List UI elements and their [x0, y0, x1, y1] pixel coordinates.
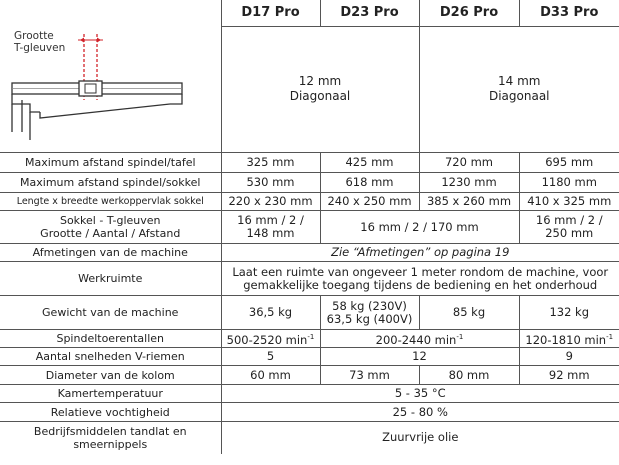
row-label: Maximum afstand spindel/tafel — [0, 153, 221, 173]
row-label: Relatieve vochtigheid — [0, 403, 221, 422]
cell-value: 1230 mm — [419, 173, 519, 193]
row-label: Sokkel - T-gleuven Grootte / Aantal / Afstand — [0, 211, 221, 244]
table-row — [0, 330, 619, 348]
cell-value: Zie “Afmetingen” op pagina 19 — [221, 244, 619, 262]
cell-value: 385 x 260 mm — [419, 193, 519, 211]
cell-value: 1180 mm — [519, 173, 619, 193]
table-row — [0, 262, 619, 296]
cell-value: 200-2440 $\min^{-1}$ — [320, 330, 519, 348]
row-label: Lengte x breedte werkoppervlak sokkel — [0, 193, 221, 211]
cell-value: 58 kg (230V) 63,5 kg (400V) — [320, 296, 419, 330]
cell-value: 73 mm — [320, 366, 419, 385]
table-row — [0, 173, 619, 193]
t-slot-size-label-line2: T-gleuven — [14, 42, 66, 54]
cell-value: Zuurvrije olie — [221, 422, 619, 454]
row-label: Kamertemperatuur — [0, 385, 221, 403]
model-header-d17: D17 Pro — [221, 0, 320, 26]
cell-value: 720 mm — [419, 153, 519, 173]
cell-value: 80 mm — [419, 366, 519, 385]
cell-value: 16 mm / 2 / 250 mm — [519, 211, 619, 244]
row-label: Werkruimte — [0, 262, 221, 296]
cell-value: 36,5 kg — [221, 296, 320, 330]
table-row — [0, 153, 619, 173]
cell-value: 9 — [519, 348, 619, 366]
table-row — [0, 385, 619, 403]
cell-value: 12 — [320, 348, 519, 366]
cell-value: 120-1810 $\min^{-1}$ — [519, 330, 619, 348]
model-header-d33: D33 Pro — [519, 0, 619, 26]
row-label: Gewicht van de machine — [0, 296, 221, 330]
cell-value: 240 x 250 mm — [320, 193, 419, 211]
row-label: Afmetingen van de machine — [0, 244, 221, 262]
cell-value: 500-2520 $\min^{-1}$ — [221, 330, 320, 348]
t-slot-size-label-line1: Grootte — [14, 30, 54, 42]
table-row — [0, 211, 619, 244]
row-label: Spindeltoerentallen — [0, 330, 221, 348]
tslot-size-d17-d23: 12 mm Diagonaal — [221, 26, 419, 152]
cell-value: Laat een ruimte van ongeveer 1 meter rondom de machine, voor gemakkelijke toegang tijdens de bediening en het onderhoud — [221, 262, 619, 296]
table-row — [0, 422, 619, 454]
cell-value: 325 mm — [221, 153, 320, 173]
model-header-d26: D26 Pro — [419, 0, 519, 26]
cell-value: 92 mm — [519, 366, 619, 385]
header-row — [0, 0, 619, 26]
cell-value: 25 - 80 % — [221, 403, 619, 422]
table-row — [0, 348, 619, 366]
cell-value: 5 — [221, 348, 320, 366]
cell-value: 16 mm / 2 / 148 mm — [221, 211, 320, 244]
row-label: Maximum afstand spindel/sokkel — [0, 173, 221, 193]
table-row — [0, 193, 619, 211]
table-row — [0, 366, 619, 385]
t-slot-diagram-cell — [0, 0, 221, 153]
tslot-size-d26-d33: 14 mm Diagonaal — [419, 26, 619, 152]
cell-value: 5 - 35 °C — [221, 385, 619, 403]
table-row — [0, 403, 619, 422]
cell-value: 16 mm / 2 / 170 mm — [320, 211, 519, 244]
cell-value: 60 mm — [221, 366, 320, 385]
cell-value: 530 mm — [221, 173, 320, 193]
row-label: Bedrijfsmiddelen tandlat en smeernippels — [0, 422, 221, 454]
table-row — [0, 244, 619, 262]
table-row — [0, 296, 619, 330]
cell-value: 220 x 230 mm — [221, 193, 320, 211]
cell-value: 85 kg — [419, 296, 519, 330]
cell-value: 425 mm — [320, 153, 419, 173]
cell-value: 695 mm — [519, 153, 619, 173]
cell-value: 410 x 325 mm — [519, 193, 619, 211]
t-slot-size-label — [14, 30, 65, 54]
t-slot-cross-section-icon — [0, 0, 221, 152]
row-label: Aantal snelheden V-riemen — [0, 348, 221, 366]
model-header-d23: D23 Pro — [320, 0, 419, 26]
cell-value: 618 mm — [320, 173, 419, 193]
row-label: Diameter van de kolom — [0, 366, 221, 385]
cell-value: 132 kg — [519, 296, 619, 330]
